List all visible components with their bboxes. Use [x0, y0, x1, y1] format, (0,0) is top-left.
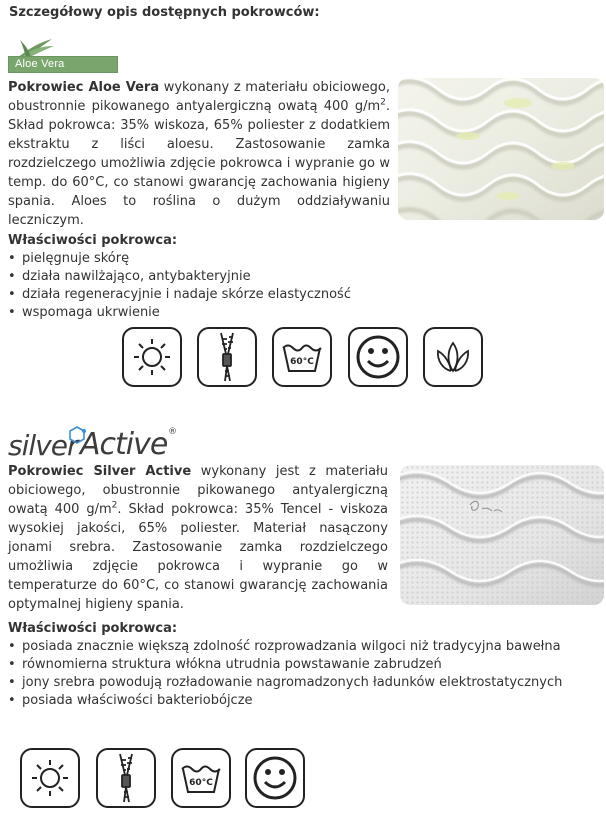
leaf-icon — [423, 327, 483, 387]
aloe-vera-logo-text: Aloe Vera — [15, 58, 65, 70]
sun-icon — [20, 748, 80, 808]
silver-active-logo — [8, 425, 178, 465]
aloe-vera-description — [8, 78, 390, 230]
smiley-icon — [348, 327, 408, 387]
aloe-properties-title: Właściwości pokrowca: — [8, 233, 178, 248]
list-item: • jony srebra powodują rozładowanie nagromadzonych ładunków elektrostatycznych — [6, 674, 600, 692]
aloe-vera-desc-part1: wykonany z materiału obiciowego, obustronnie pikowanego antyalergiczną owatą 400 g/m — [8, 80, 390, 114]
silver-desc-sup: 2 — [111, 500, 118, 511]
silver-active-name: Pokrowiec Silver Active — [8, 464, 192, 479]
wash-label: 60°C — [189, 778, 213, 788]
aloe-properties-list — [6, 250, 426, 322]
page-title: Szczegółowy opis dostępnych pokrowców: — [9, 5, 320, 20]
aloe-vera-desc-part2: . Skład pokrowca: 35% wiskoza, 65% poliester z dodatkiem ekstraktu z liści aloesu. Zastosowanie zamka rozdzielczego umożliwia zdjęcie pokrowca i wypranie go w temp. do 60°C, co stanowi gwarancję zachowania higieny spania. Aloes to roślina o dużym oddziaływaniu leczniczym. — [8, 99, 390, 228]
aloe-leaf-icon — [16, 38, 56, 58]
wash-label: 60°C — [290, 357, 314, 367]
silver-properties-list — [6, 638, 600, 710]
sun-icon — [122, 327, 182, 387]
list-item: • posiada znacznie większą zdolność rozprowadzania wilgoci niż tradycyjna bawełna — [6, 638, 600, 656]
wash-60-icon — [272, 327, 332, 387]
silver-active-description — [8, 462, 388, 614]
list-item: • działa regeneracyjnie i nadaje skórze elastyczność — [6, 286, 426, 304]
aloe-vera-logo — [8, 38, 118, 74]
aloe-vera-desc-sup: 2 — [380, 97, 386, 108]
active-logo-text: Active — [80, 427, 168, 462]
smiley-icon — [245, 748, 305, 808]
zipper-icon — [96, 748, 156, 808]
list-item: • wspomaga ukrwienie — [6, 304, 426, 322]
list-item: • pielęgnuje skórę — [6, 250, 426, 268]
aloe-vera-name: Pokrowiec Aloe Vera — [8, 80, 160, 95]
zipper-icon — [197, 327, 257, 387]
list-item: • działa nawilżająco, antybakteryjnie — [6, 268, 426, 286]
silver-logo-text: silver — [8, 429, 78, 462]
silver-active-fabric-image — [400, 465, 604, 605]
wash-60-icon — [171, 748, 231, 808]
silver-desc-part2: . Skład pokrowca: 35% Tencel - viskoza wysokiej jakości, 65% poliester. Materiał nasączony jonami srebra. Zastosowanie zamka rozdzielczego umożliwia zdjęcie pokrowca i wypranie go w temperaturze do 60°C, co stanowi gwarancję zachowania optymalnej higieny spania. — [8, 502, 388, 612]
aloe-vera-fabric-image — [398, 78, 604, 220]
list-item: • posiada właściwości bakteriobójcze — [6, 692, 600, 710]
registered-mark: ® — [168, 427, 177, 437]
silver-properties-title: Właściwości pokrowca: — [8, 621, 178, 636]
silver-desc-part1: wykonany jest z materiału obiciowego, obustronnie pikowanego antyalergiczną owatą 400 g/m — [8, 464, 388, 517]
list-item: • równomierna struktura włókna utrudnia powstawanie zabrudzeń — [6, 656, 600, 674]
